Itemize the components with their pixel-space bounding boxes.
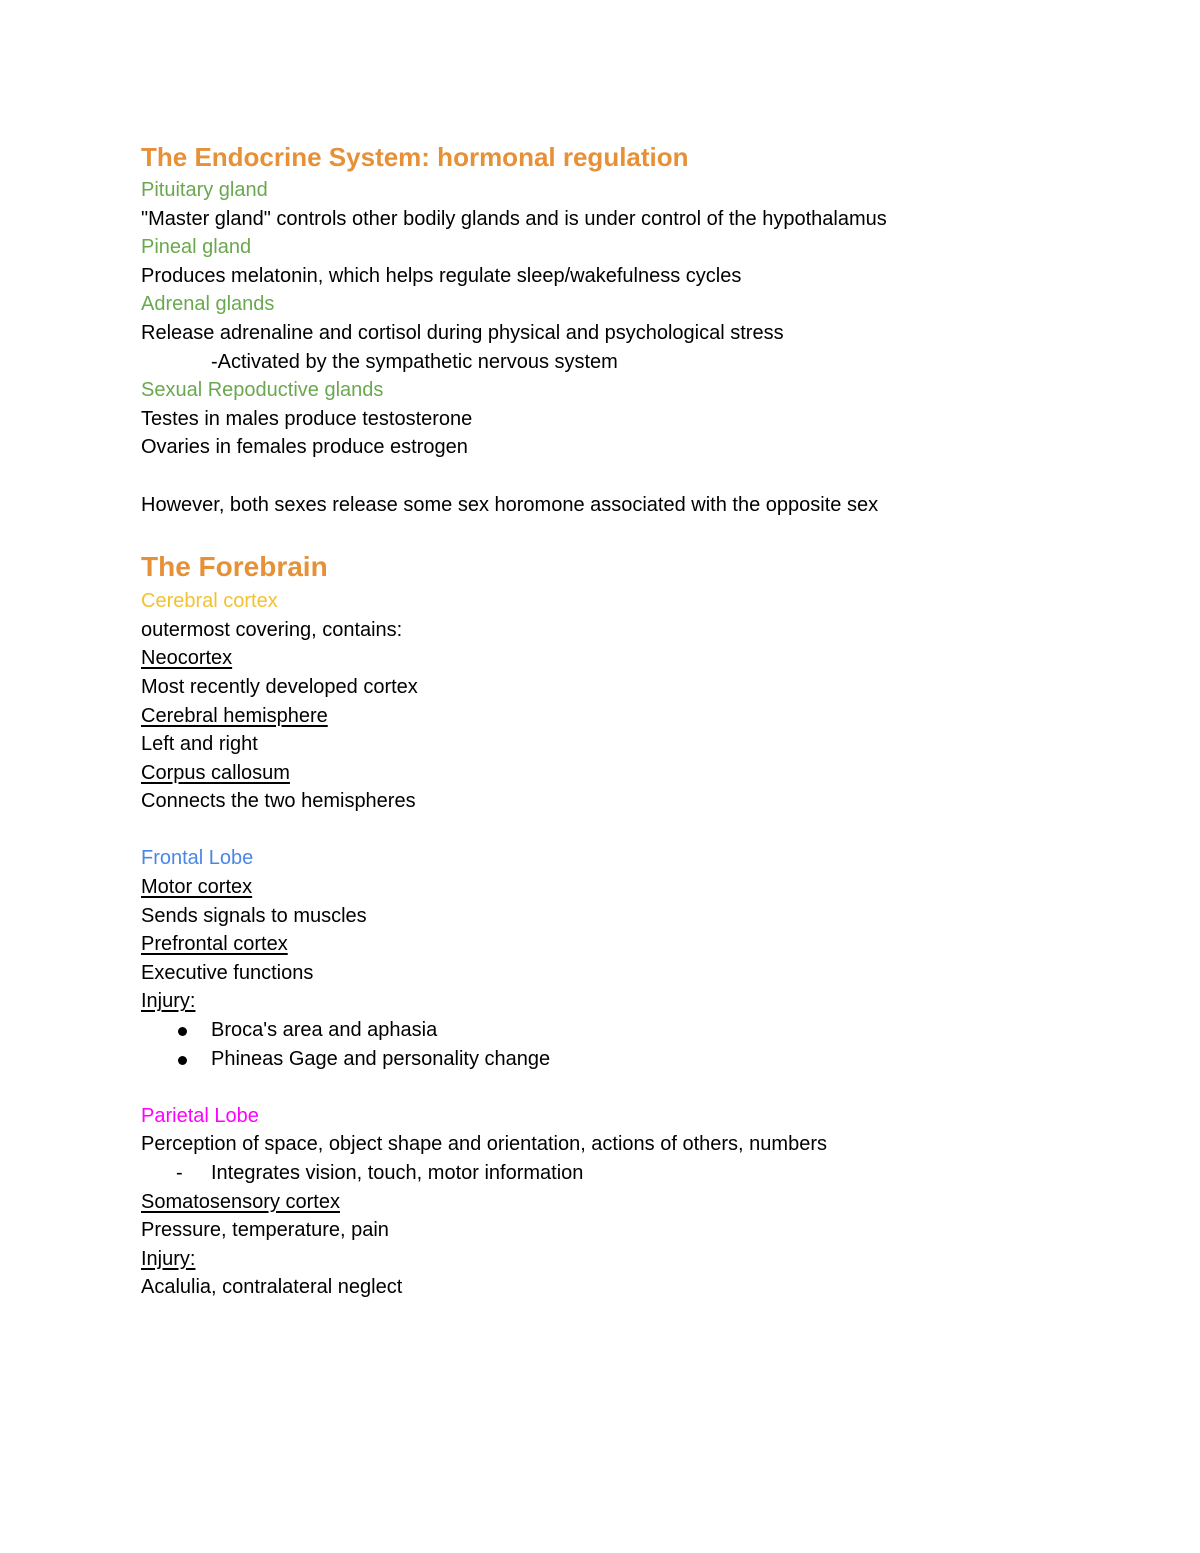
dash-bullet-icon: -: [176, 1162, 183, 1184]
pituitary-text: "Master gland" controls other bodily glands and is under control of the hypothalamus: [141, 207, 887, 230]
prefrontal-text: Executive functions: [141, 961, 314, 984]
perception-text: Perception of space, object shape and orientation, actions of others, numbers: [141, 1133, 827, 1156]
hemisphere-label: Cerebral hemisphere: [141, 704, 328, 727]
forebrain-title: The Forebrain: [141, 551, 328, 583]
callosum-label: Corpus callosum: [141, 761, 290, 784]
parietal-injury-text: Acalulia, contralateral neglect: [141, 1276, 403, 1299]
motor-text: Sends signals to muscles: [141, 904, 367, 927]
cortex-text: outermost covering, contains:: [141, 618, 403, 641]
sexual-text-females: Ovaries in females produce estrogen: [141, 436, 468, 459]
spacer: [141, 519, 1081, 547]
list-item-text: Phineas Gage and personality change: [211, 1047, 551, 1070]
list-item-text: Broca's area and aphasia: [211, 1019, 438, 1042]
pineal-label: Pineal gland: [141, 236, 252, 259]
parietal-injury-label: Injury:: [141, 1247, 196, 1270]
parietal-label: Parietal Lobe: [141, 1104, 259, 1127]
bullet-icon: [178, 1056, 187, 1065]
adrenal-text: Release adrenaline and cortisol during physical and psychological stress: [141, 321, 784, 344]
sexual-label: Sexual Repoductive glands: [141, 379, 384, 402]
spacer: [141, 1073, 1081, 1102]
endocrine-title: The Endocrine System: hormonal regulation: [141, 142, 689, 172]
bullet-icon: [178, 1027, 187, 1036]
somato-label: Somatosensory cortex: [141, 1190, 340, 1213]
neocortex-text: Most recently developed cortex: [141, 675, 418, 698]
cortex-label: Cerebral cortex: [141, 590, 278, 613]
hemisphere-text: Left and right: [141, 733, 258, 756]
callosum-text: Connects the two hemispheres: [141, 790, 416, 813]
however-text: However, both sexes release some sex horomone associated with the opposite sex: [141, 493, 879, 516]
motor-label: Motor cortex: [141, 876, 253, 899]
list-item: [141, 1016, 1081, 1045]
adrenal-note: -Activated by the sympathetic nervous system: [211, 350, 618, 373]
sexual-text-males: Testes in males produce testosterone: [141, 407, 473, 430]
frontal-injury-label: Injury:: [141, 990, 196, 1013]
list-item: [141, 1159, 1081, 1188]
prefrontal-label: Prefrontal cortex: [141, 933, 288, 956]
spacer: [141, 816, 1081, 845]
frontal-label: Frontal Lobe: [141, 847, 254, 870]
list-item: [141, 1045, 1081, 1074]
adrenal-label: Adrenal glands: [141, 293, 275, 316]
neocortex-label: Neocortex: [141, 647, 233, 670]
document-page: [141, 138, 1081, 1302]
list-item-text: Integrates vision, touch, motor information: [211, 1162, 584, 1184]
spacer: [141, 462, 1081, 491]
pineal-text: Produces melatonin, which helps regulate sleep/wakefulness cycles: [141, 264, 742, 287]
somato-text: Pressure, temperature, pain: [141, 1219, 389, 1242]
pituitary-label: Pituitary gland: [141, 179, 268, 201]
